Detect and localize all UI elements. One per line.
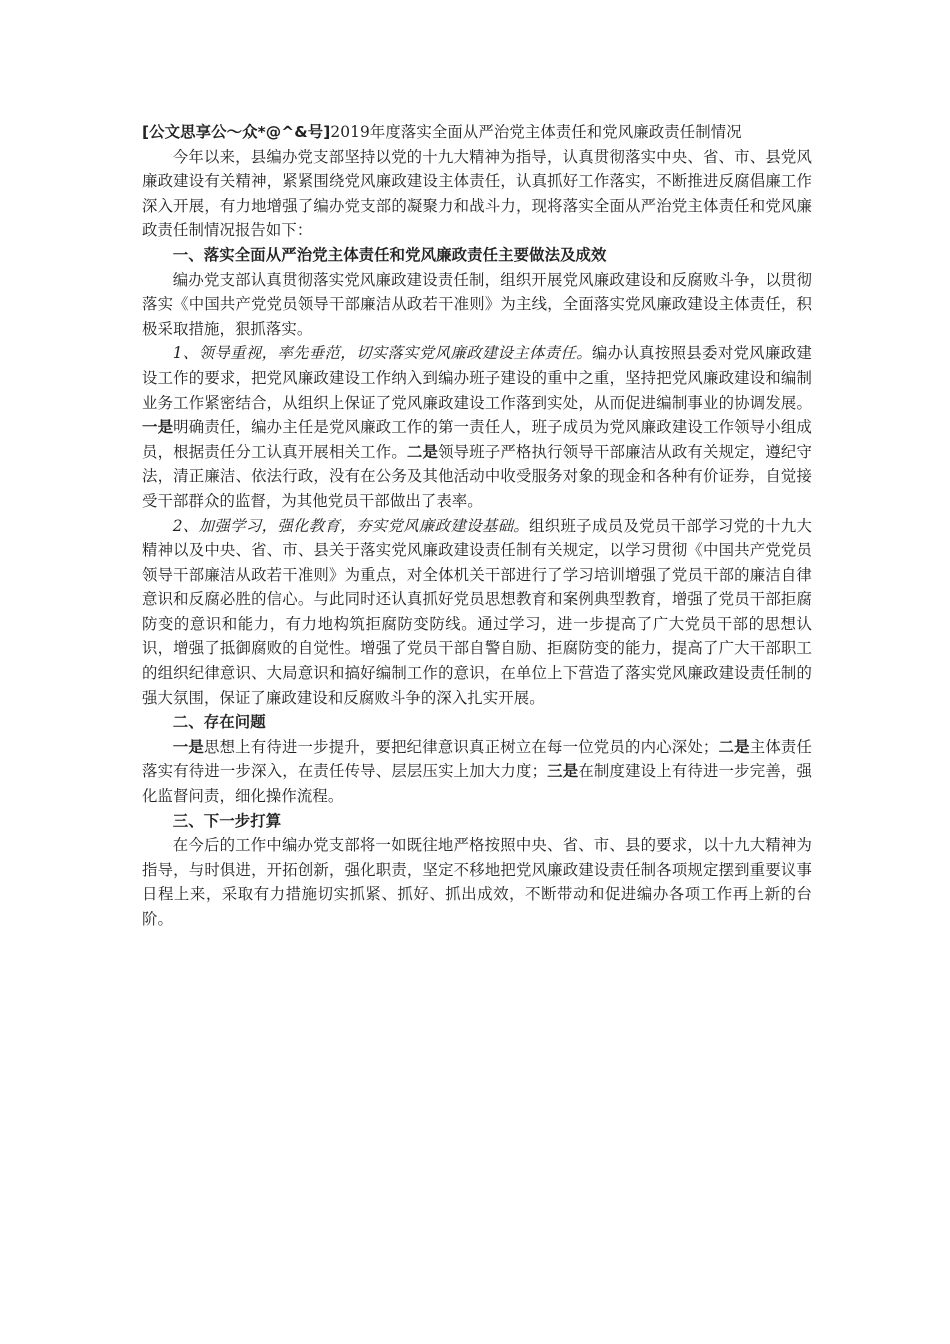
issue-marker-2: 二是 (718, 737, 750, 756)
item1-text-c: 领导班子严格执行领导干部廉洁从政有关规定，遵纪守法，清正廉洁、依法行政，没有在公务及其他活动中收受服务对象的现金和各种有价证券，自觉接受干部群众的监督，为其他党员干部做出了表率。 (142, 442, 812, 510)
section1-paragraph-2 (142, 341, 812, 513)
item1-lead: 1、领导重视，率先垂范，切实落实党风廉政建设主体责任。 (172, 344, 592, 363)
item1-text-b: 明确责任，编办主任是党风廉政工作的第一责任人，班子成员为党风廉政建设工作领导小组成员，根据责任分工认真开展相关工作。 (142, 418, 812, 461)
document-title (142, 120, 812, 145)
item2-text: 组织班子成员及党员干部学习党的十九大精神以及中央、省、市、县关于落实党风廉政建设责任制有关规定，以学习贯彻《中国共产党党员领导干部廉洁从政若干准则》为重点，对全体机关干部进行了学习培训增强了党员干部的廉洁自律意识和反腐必胜的信心。与此同时还认真抓好党员思想教育和案例典型教育，增强了党员干部拒腐防变的意识和能力，有力地构筑拒腐防变防线。通过学习，进一步提高了广大党员干部的思想认识，增强了抵御腐败的自觉性。增强了党员干部自警自励、拒腐防变的能力，提高了广大干部职工的组织纪律意识、大局意识和搞好编制工作的意识，在单位上下营造了落实党风廉政建设责任制的强大氛围，保证了廉政建设和反腐败斗争的深入扎实开展。 (142, 516, 812, 707)
title-main: 2019年度落实全面从严治党主体责任和党风廉政责任制情况 (330, 123, 742, 141)
item2-lead: 2、加强学习，强化教育，夯实党风廉政建设基础。 (172, 516, 530, 535)
document-page (142, 120, 812, 932)
issue-text-1: 思想上有待进一步提升，要把纪律意识真正树立在每一位党员的内心深处； (203, 737, 719, 756)
item1-marker-1: 一是 (142, 418, 174, 437)
section3-paragraph: 在今后的工作中编办党支部将一如既往地严格按照中央、省、市、县的要求，以十九大精神为指导，与时俱进，开拓创新，强化职责，坚定不移地把党风廉政建设责任制各项规定摆到重要议事日程上来，采取有力措施切实抓紧、抓好、抓出成效，不断带动和促进编办各项工作再上新的台阶。 (142, 836, 812, 928)
section1-paragraph-1: 编办党支部认真贯彻落实党风廉政建设责任制，组织开展党风廉政建设和反腐败斗争，以贯彻落实《中国共产党党员领导干部廉洁从政若干准则》为主线，全面落实党风廉政建设主体责任，积极采取措施，狠抓落实。 (142, 270, 812, 338)
issue-text-2: 主体责任落实有待进一步深入，在责任传导、层层压实上加大力度； (142, 737, 813, 781)
issue-marker-1: 一是 (172, 737, 204, 756)
section2-paragraph (142, 735, 812, 809)
section-heading-1: 一、落实全面从严治党主体责任和党风廉政责任主要做法及成效 (172, 245, 607, 264)
section-heading-3: 三、下一步打算 (172, 811, 282, 830)
issue-marker-3: 三是 (547, 762, 579, 781)
title-prefix: [公文思享公～众*@^&号] (142, 123, 331, 141)
section-heading-2: 二、存在问题 (172, 713, 266, 732)
intro-paragraph: 今年以来，县编办党支部坚持以党的十九大精神为指导，认真贯彻落实中央、省、市、县党风廉政建设有关精神，紧紧围绕党风廉政建设主体责任，认真抓好工作落实，不断推进反腐倡廉工作深入开展，有力地增强了编办党支部的凝聚力和战斗力，现将落实全面从严治党主体责任和党风廉政责任制情况报告如下： (142, 147, 812, 240)
section1-paragraph-3 (142, 514, 812, 711)
item1-text-a: 编办认真按照县委对党风廉政建设工作的要求，把党风廉政建设工作纳入到编办班子建设的重中之重，坚持把党风廉政建设和编制业务工作紧密结合，从组织上保证了党风廉政建设工作落到实处，从而促进编制事业的协调发展。 (142, 344, 812, 412)
issue-text-3: 在制度建设上有待进一步完善，强化监督问责，细化操作流程。 (142, 762, 812, 806)
item1-marker-2: 二是 (406, 442, 439, 461)
